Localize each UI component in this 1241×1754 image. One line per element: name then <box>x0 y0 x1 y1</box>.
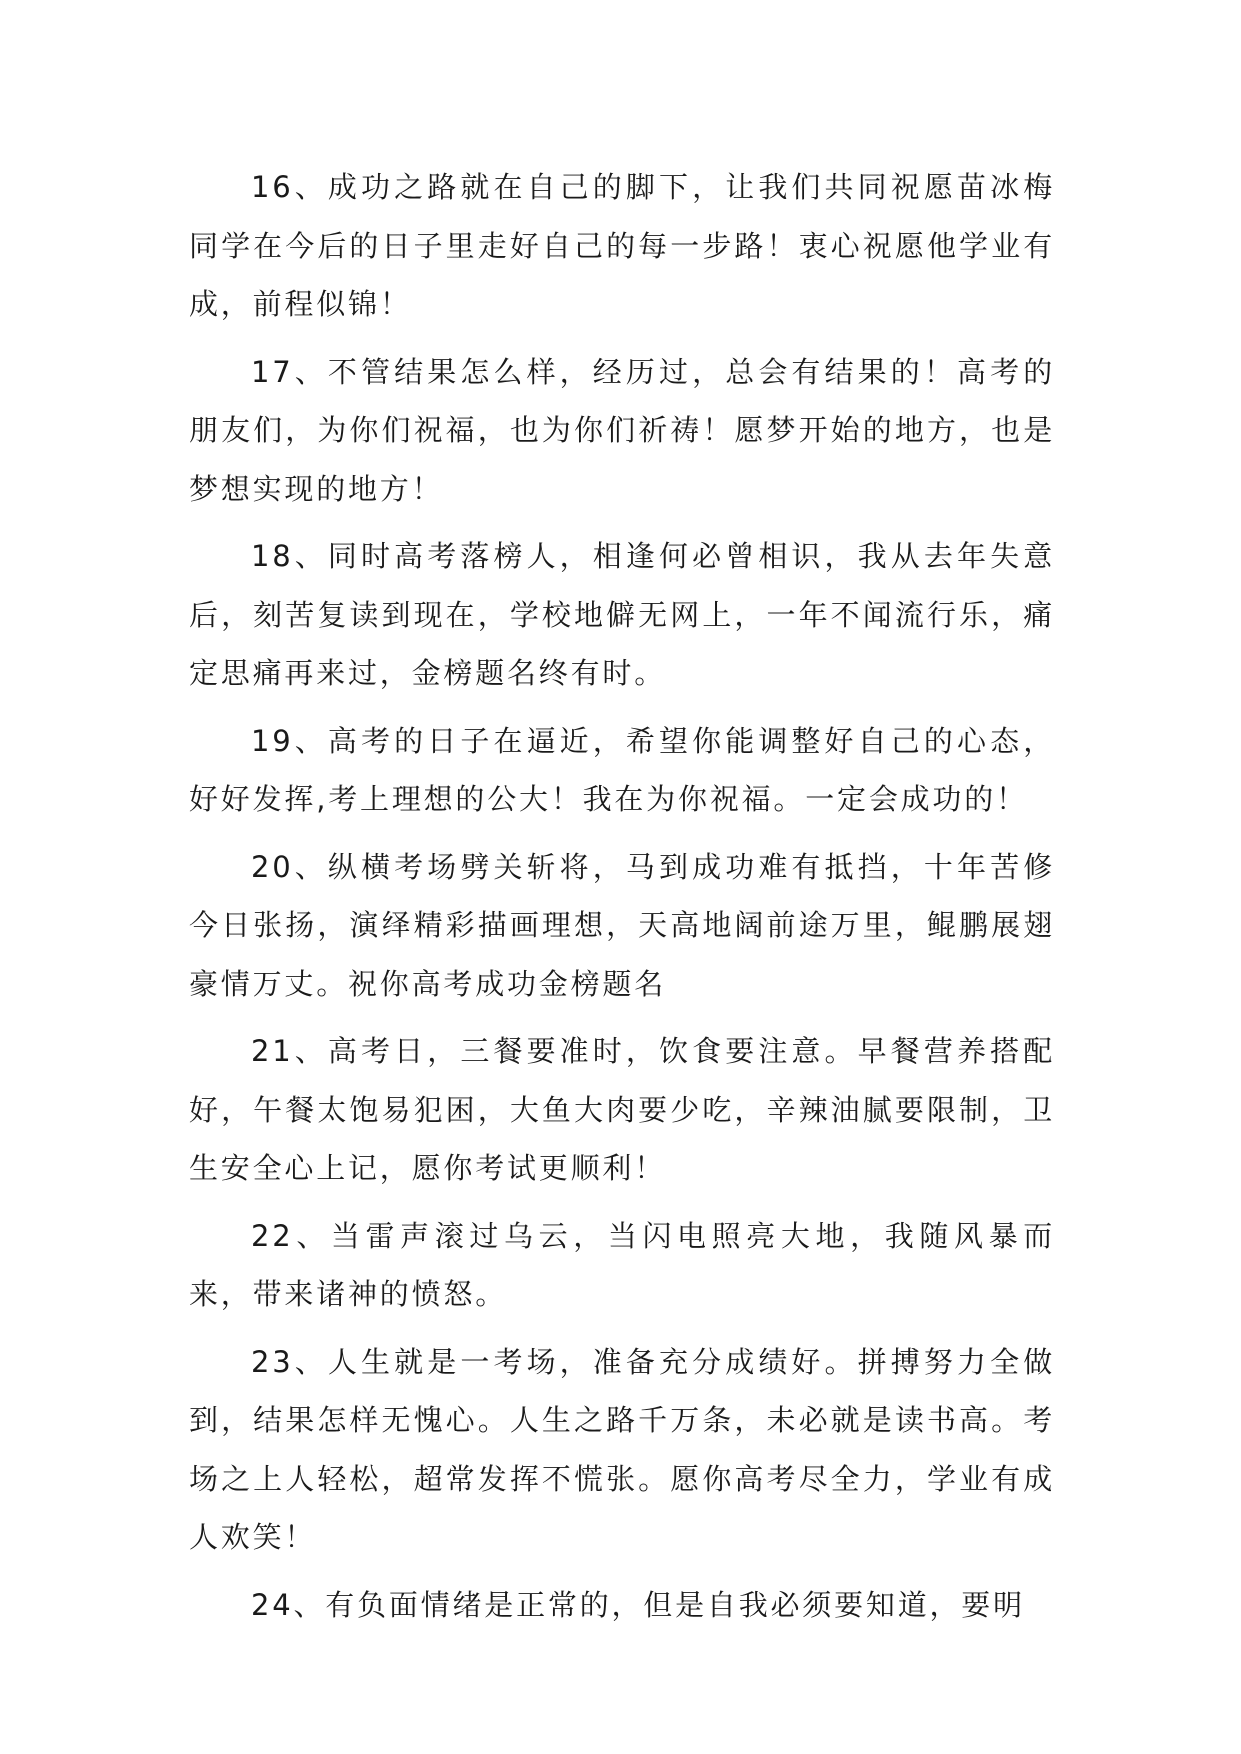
paragraph-16: 16、成功之路就在自己的脚下，让我们共同祝愿苗冰梅同学在今后的日子里走好自己的每一步路！衷心祝愿他学业有成，前程似锦！ <box>189 170 1055 321</box>
paragraph-23: 23、人生就是一考场，准备充分成绩好。拼搏努力全做到，结果怎样无愧心。人生之路千万条，未必就是读书高。考场之上人轻松，超常发挥不慌张。愿你高考尽全力，学业有成人欢笑！ <box>189 1344 1055 1554</box>
paragraph-17: 17、不管结果怎么样，经历过，总会有结果的！高考的朋友们，为你们祝福，也为你们祈祷！愿梦开始的地方，也是梦想实现的地方！ <box>189 354 1055 506</box>
paragraph-20: 20、纵横考场劈关斩将，马到成功难有抵挡，十年苦修今日张扬，演绎精彩描画理想，天高地阔前途万里，鲲鹏展翅豪情万丈。祝你高考成功金榜题名 <box>189 849 1055 1001</box>
paragraph-21: 21、高考日，三餐要准时，饮食要注意。早餐营养搭配好，午餐太饱易犯困，大鱼大肉要少吃，辛辣油腻要限制，卫生安全心上记，愿你考试更顺利！ <box>189 1034 1055 1185</box>
paragraph-19: 19、高考的日子在逼近，希望你能调整好自己的心态，好好发挥,考上理想的公大！我在为你祝福。一定会成功的！ <box>189 723 1055 816</box>
document-body <box>189 158 1055 1643</box>
paragraph-22: 22、当雷声滚过乌云，当闪电照亮大地，我随风暴而来，带来诸神的愤怒。 <box>189 1218 1055 1311</box>
paragraph-18: 18、同时高考落榜人，相逢何必曾相识，我从去年失意后，刻苦复读到现在，学校地僻无网上，一年不闻流行乐，痛定思痛再来过，金榜题名终有时。 <box>189 539 1055 690</box>
paragraph-24: 24、有负面情绪是正常的，但是自我必须要知道，要明 <box>251 1587 1025 1622</box>
